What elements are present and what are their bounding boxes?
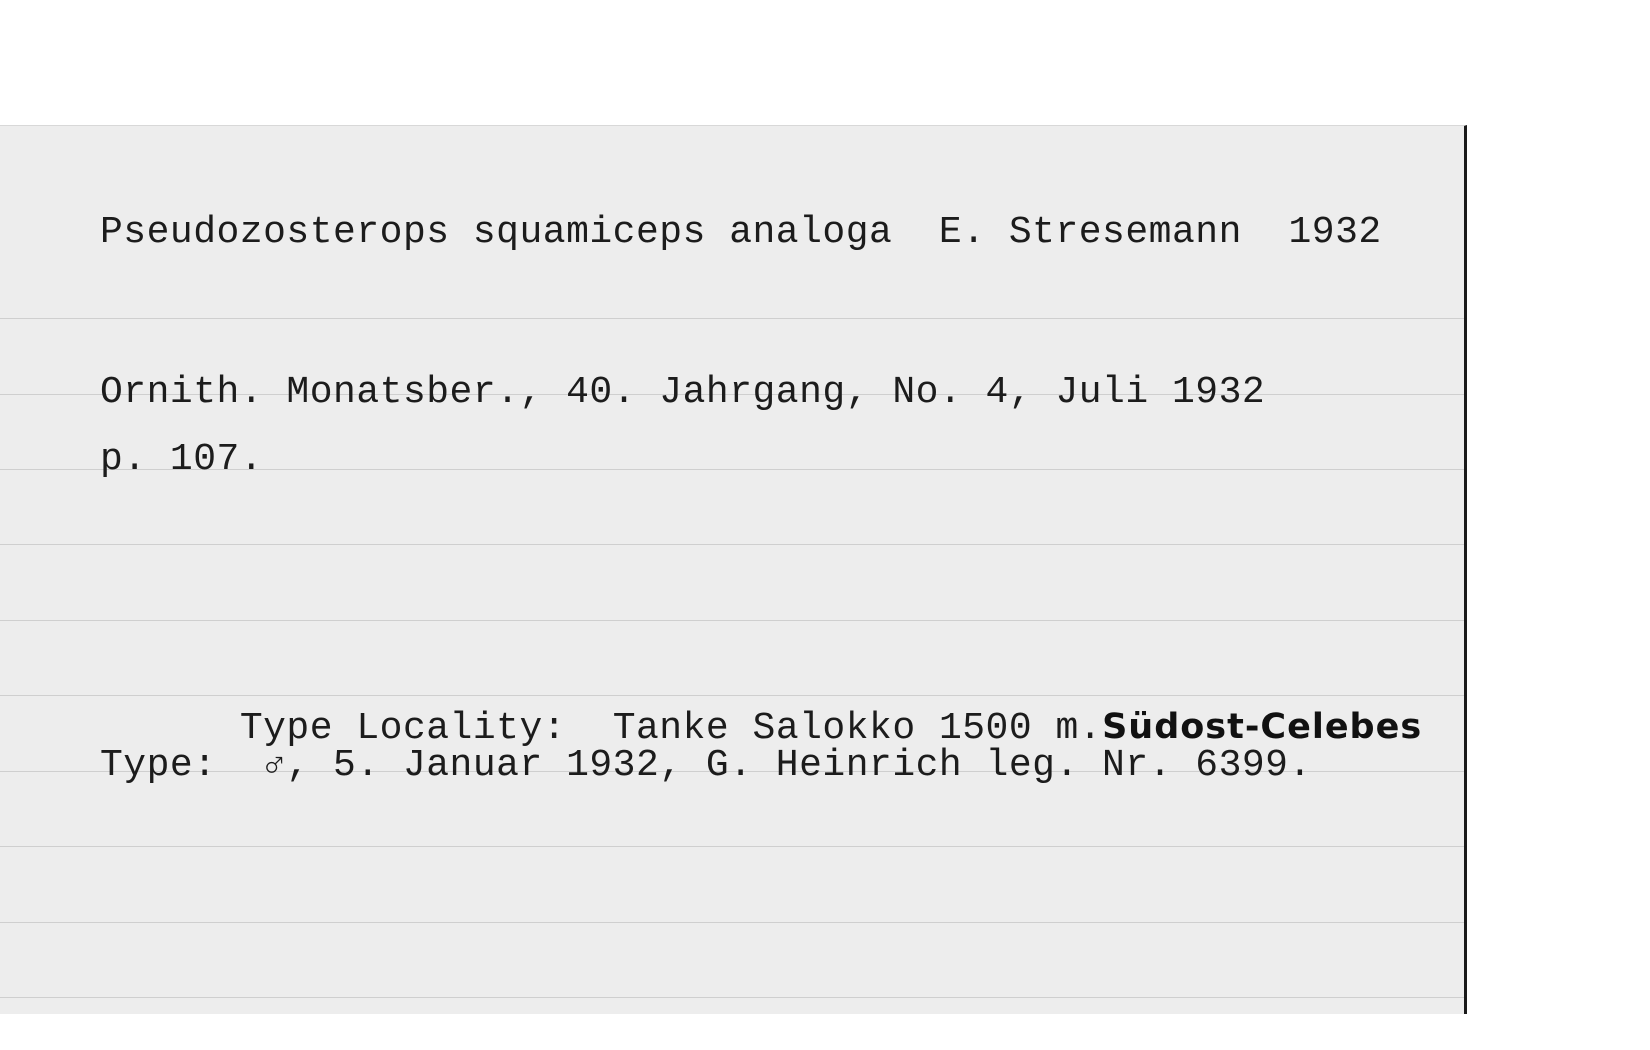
type-locality-stamp: Südost-Celebes (1102, 707, 1423, 747)
citation-line-1: Ornith. Monatsber., 40. Jahrgang, No. 4, Juli 1932 (100, 371, 1266, 414)
card-rule (0, 846, 1464, 847)
index-card (0, 125, 1467, 1014)
card-rule (0, 544, 1464, 545)
type-specimen-line: Type: ♂, 5. Januar 1932, G. Heinrich leg. Nr. 6399. (100, 744, 1312, 787)
card-rule (0, 620, 1464, 621)
species-title: Pseudozosterops squamiceps analoga E. Stresemann 1932 (100, 211, 1382, 254)
card-rule (0, 922, 1464, 923)
type-locality-text: Type Locality: Tanke Salokko 1500 m. (239, 707, 1103, 750)
citation-line-2: p. 107. (100, 438, 264, 481)
card-rule (0, 997, 1464, 998)
card-rule (0, 318, 1464, 319)
